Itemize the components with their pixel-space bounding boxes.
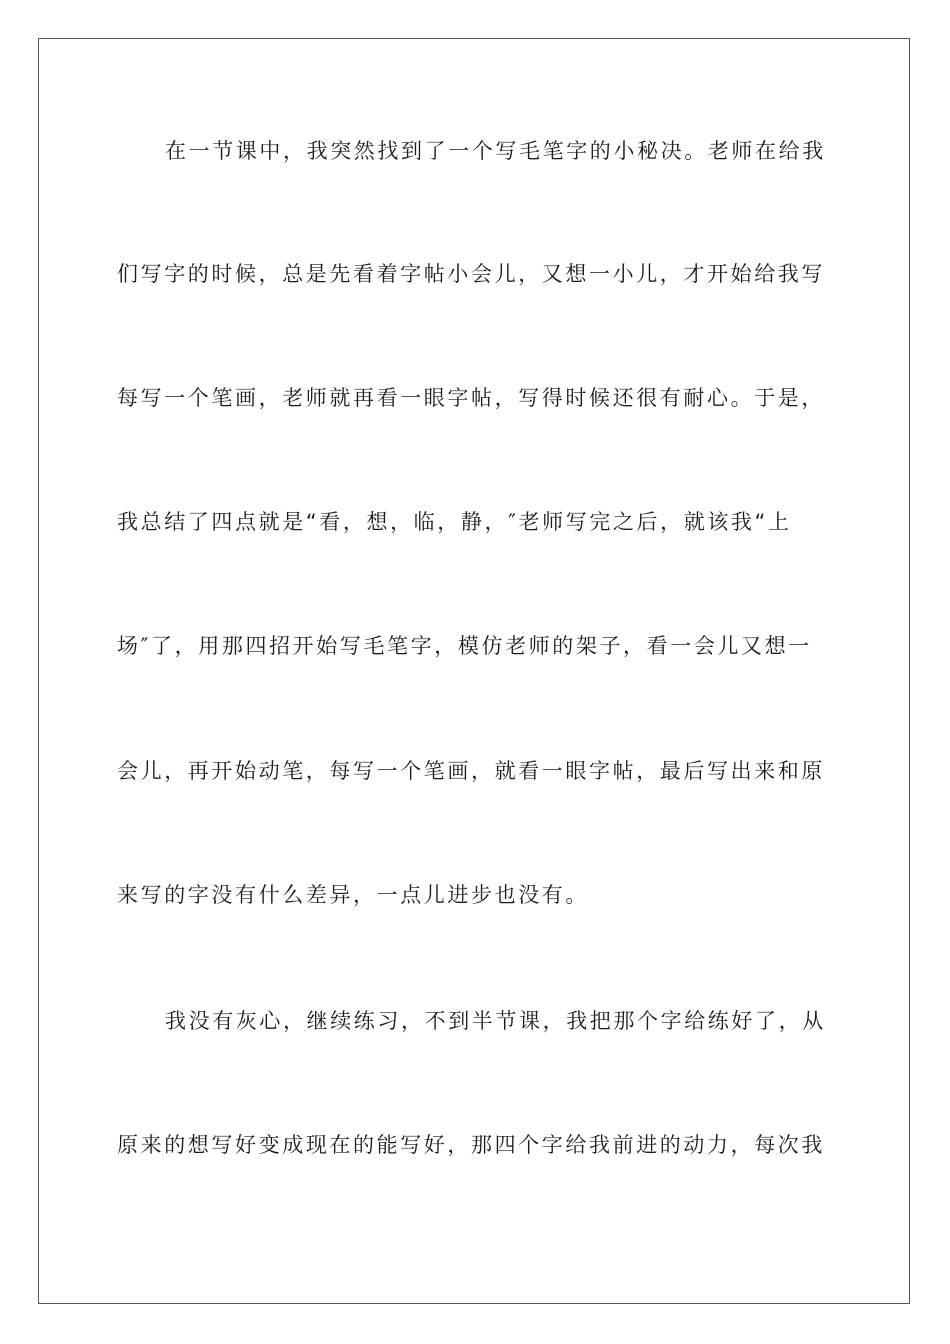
page-border bbox=[38, 38, 910, 1304]
paragraph-1-line-3: 每写一个笔画，老师就再看一眼字帖，写得时候还很有耐心。于是， bbox=[117, 386, 825, 410]
paragraph-2-line-2: 原来的想写好变成现在的能写好，那四个字给我前进的动力，每次我 bbox=[117, 1133, 825, 1157]
paragraph-1-line-7: 来写的字没有什么差异，一点儿进步也没有。 bbox=[117, 883, 589, 907]
paragraph-1-line-6: 会儿，再开始动笔，每写一个笔画，就看一眼字帖，最后写出来和原 bbox=[117, 759, 825, 783]
paragraph-1-line-1: 在一节课中，我突然找到了一个写毛笔字的小秘决。老师在给我 bbox=[165, 139, 826, 163]
paragraph-1-line-4: 我总结了四点就是“看，想，临，静，″老师写完之后，就该我“上 bbox=[117, 510, 792, 534]
paragraph-1-line-5: 场″了，用那四招开始写毛笔字，模仿老师的架子，看一会儿又想一 bbox=[117, 634, 812, 658]
paragraph-2-line-1: 我没有灰心，继续练习，不到半节课，我把那个字给练好了，从 bbox=[165, 1009, 826, 1033]
paragraph-1-line-2: 们写字的时候，总是先看着字帖小会儿，又想一小儿，才开始给我写 bbox=[117, 262, 825, 286]
